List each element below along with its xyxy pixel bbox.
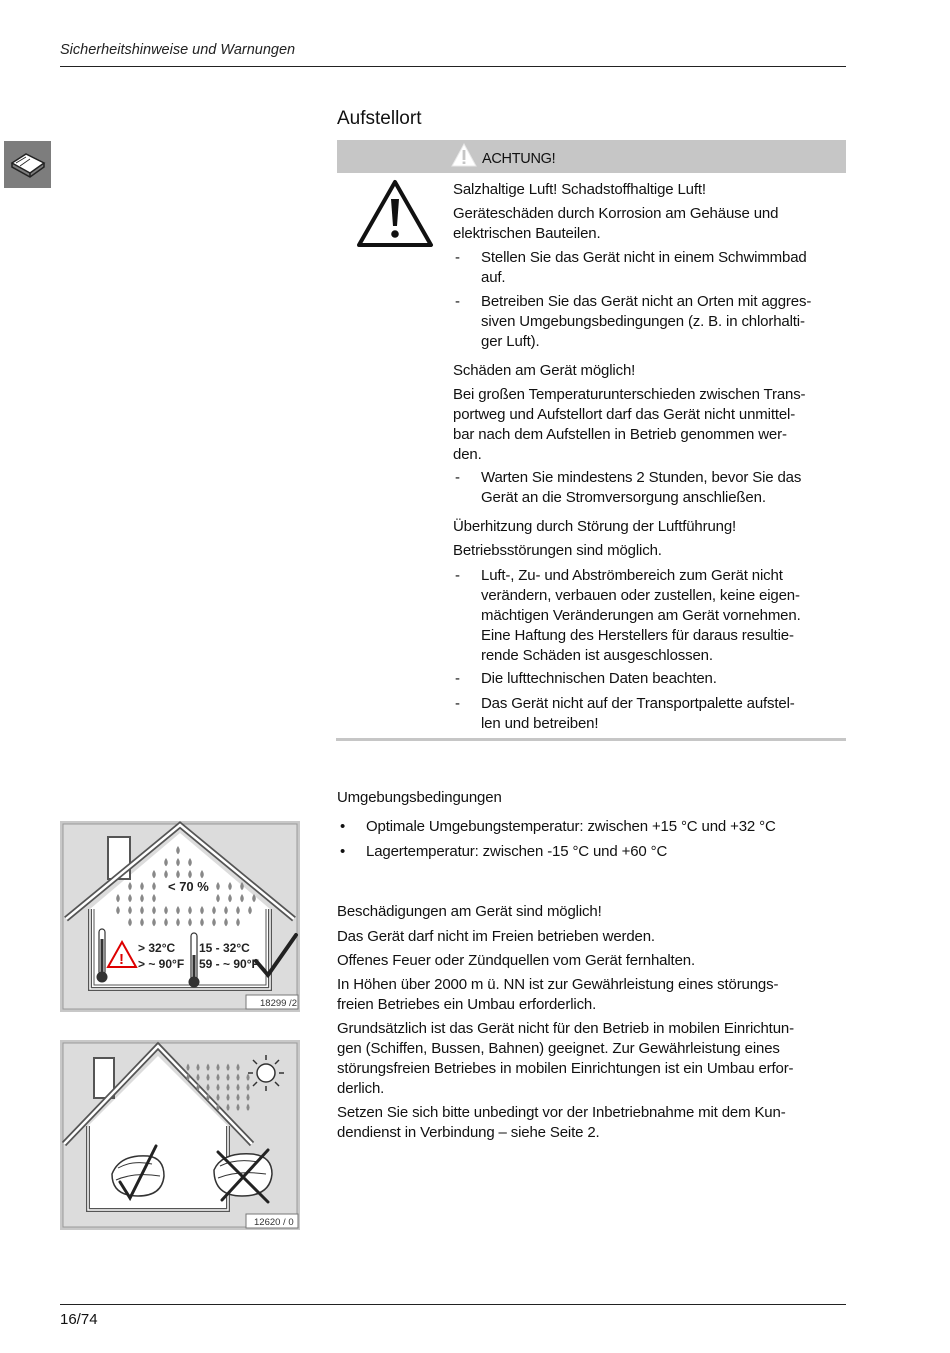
warning-list-item: mächtigen Veränderungen am Gerät vornehmen. — [481, 607, 801, 624]
figure-id: 18299 /2 — [260, 998, 297, 1009]
warning-list-item: Das Gerät nicht auf der Transportpalette aufstel- — [481, 695, 795, 712]
dash-marker: - — [455, 695, 460, 712]
hot-fahrenheit-label: > ~ 90°F — [138, 957, 185, 971]
figure-id: 12620 / 0 — [254, 1217, 294, 1228]
dash-marker: - — [455, 469, 460, 486]
dash-marker: - — [455, 249, 460, 266]
humidity-label: < 70 % — [168, 879, 209, 894]
warning-list-item: Stellen Sie das Gerät nicht in einem Schwimmbad — [481, 249, 807, 266]
warning-text: elektrischen Bauteilen. — [453, 225, 601, 242]
warning-sign-icon — [356, 179, 434, 248]
body-text: Grundsätzlich ist das Gerät nicht für den Betrieb in mobilen Einrichtun- — [337, 1020, 794, 1037]
page-number: 16/74 — [60, 1311, 98, 1328]
section-title: Aufstellort — [337, 108, 422, 129]
warning-list-item: Gerät an die Stromversorgung anschließen. — [481, 489, 766, 506]
body-text: Beschädigungen am Gerät sind möglich! — [337, 903, 602, 920]
warning-list-item: verändern, verbauen oder zustellen, keine eigen- — [481, 587, 800, 604]
body-text: Offenes Feuer oder Zündquellen vom Gerät fernhalten. — [337, 952, 695, 969]
warning-triangle-icon — [450, 142, 478, 168]
warning-text: Betriebsstörungen sind möglich. — [453, 542, 662, 559]
warning-list-item: Luft-, Zu- und Abströmbereich zum Gerät nicht — [481, 567, 783, 584]
body-text: In Höhen über 2000 m ü. NN ist zur Gewährleistung eines störungs- — [337, 976, 779, 993]
body-text: störungsfreien Betriebes in mobilen Einrichtungen ist ein Umbau erfor- — [337, 1060, 794, 1077]
body-text: Das Gerät darf nicht im Freien betrieben werden. — [337, 928, 655, 945]
body-text: dendienst in Verbindung – siehe Seite 2. — [337, 1124, 600, 1141]
body-text: gen (Schiffen, Bussen, Bahnen) geeignet. Zur Gewährleistung eines — [337, 1040, 780, 1057]
warning-list-item: Die lufttechnischen Daten beachten. — [481, 670, 717, 687]
warning-header — [337, 140, 846, 173]
body-text: Setzen Sie sich bitte unbedingt vor der Inbetriebnahme mit dem Kun- — [337, 1104, 786, 1121]
warning-label: ACHTUNG! — [482, 151, 556, 167]
bullet-marker: • — [340, 843, 346, 860]
warning-list-item: Betreiben Sie das Gerät nicht an Orten mit aggres- — [481, 293, 812, 310]
warning-text: bar nach dem Aufstellen in Betrieb genommen wer- — [453, 426, 787, 443]
subsection-title: Umgebungsbedingungen — [337, 789, 502, 806]
bullet-item: Optimale Umgebungstemperatur: zwischen +15 °C und +32 °C — [366, 818, 776, 835]
warning-list-item: len und betreiben! — [481, 715, 599, 732]
warning-list-item: Warten Sie mindestens 2 Stunden, bevor Sie das — [481, 469, 802, 486]
ok-celsius-label: 15 - 32°C — [199, 941, 250, 955]
warning-heading-2: Schäden am Gerät möglich! — [453, 362, 636, 379]
ambient-conditions-figure — [60, 821, 300, 1012]
header-rule — [60, 66, 846, 67]
bullet-marker: • — [340, 818, 346, 835]
dash-marker: - — [455, 293, 460, 310]
warning-text: Bei großen Temperaturunterschieden zwischen Trans- — [453, 386, 806, 403]
dash-marker: - — [455, 567, 460, 584]
warning-heading-3: Überhitzung durch Störung der Luftführung! — [453, 518, 737, 535]
body-text: freien Betriebes ein Umbau erforderlich. — [337, 996, 597, 1013]
warning-text: portweg und Aufstellort darf das Gerät nicht unmittel- — [453, 406, 796, 423]
running-header: Sicherheitshinweise und Warnungen — [60, 42, 296, 58]
warning-list-item: Eine Haftung des Herstellers für daraus resultie- — [481, 627, 794, 644]
body-text: derlich. — [337, 1080, 385, 1097]
warning-text: den. — [453, 446, 482, 463]
ok-fahrenheit-label: 59 - ~ 90°F — [199, 957, 259, 971]
warning-list-item: ger Luft). — [481, 333, 540, 350]
warning-heading-1: Salzhaltige Luft! Schadstoffhaltige Luft! — [453, 181, 706, 198]
indoor-installation-figure — [60, 1040, 300, 1230]
hot-celsius-label: > 32°C — [138, 941, 176, 955]
warning-text: Geräteschäden durch Korrosion am Gehäuse und — [453, 205, 779, 222]
warning-list-item: auf. — [481, 269, 506, 286]
book-icon — [4, 141, 51, 188]
warning-bottom-rule — [336, 738, 846, 741]
footer-rule — [60, 1304, 846, 1305]
warning-list-item: siven Umgebungsbedingungen (z. B. in chlorhalti- — [481, 313, 805, 330]
warning-list-item: rende Schäden ist ausgeschlossen. — [481, 647, 713, 664]
dash-marker: - — [455, 670, 460, 687]
svg-text:!: ! — [119, 951, 124, 968]
bullet-item: Lagertemperatur: zwischen -15 °C und +60 °C — [366, 843, 668, 860]
